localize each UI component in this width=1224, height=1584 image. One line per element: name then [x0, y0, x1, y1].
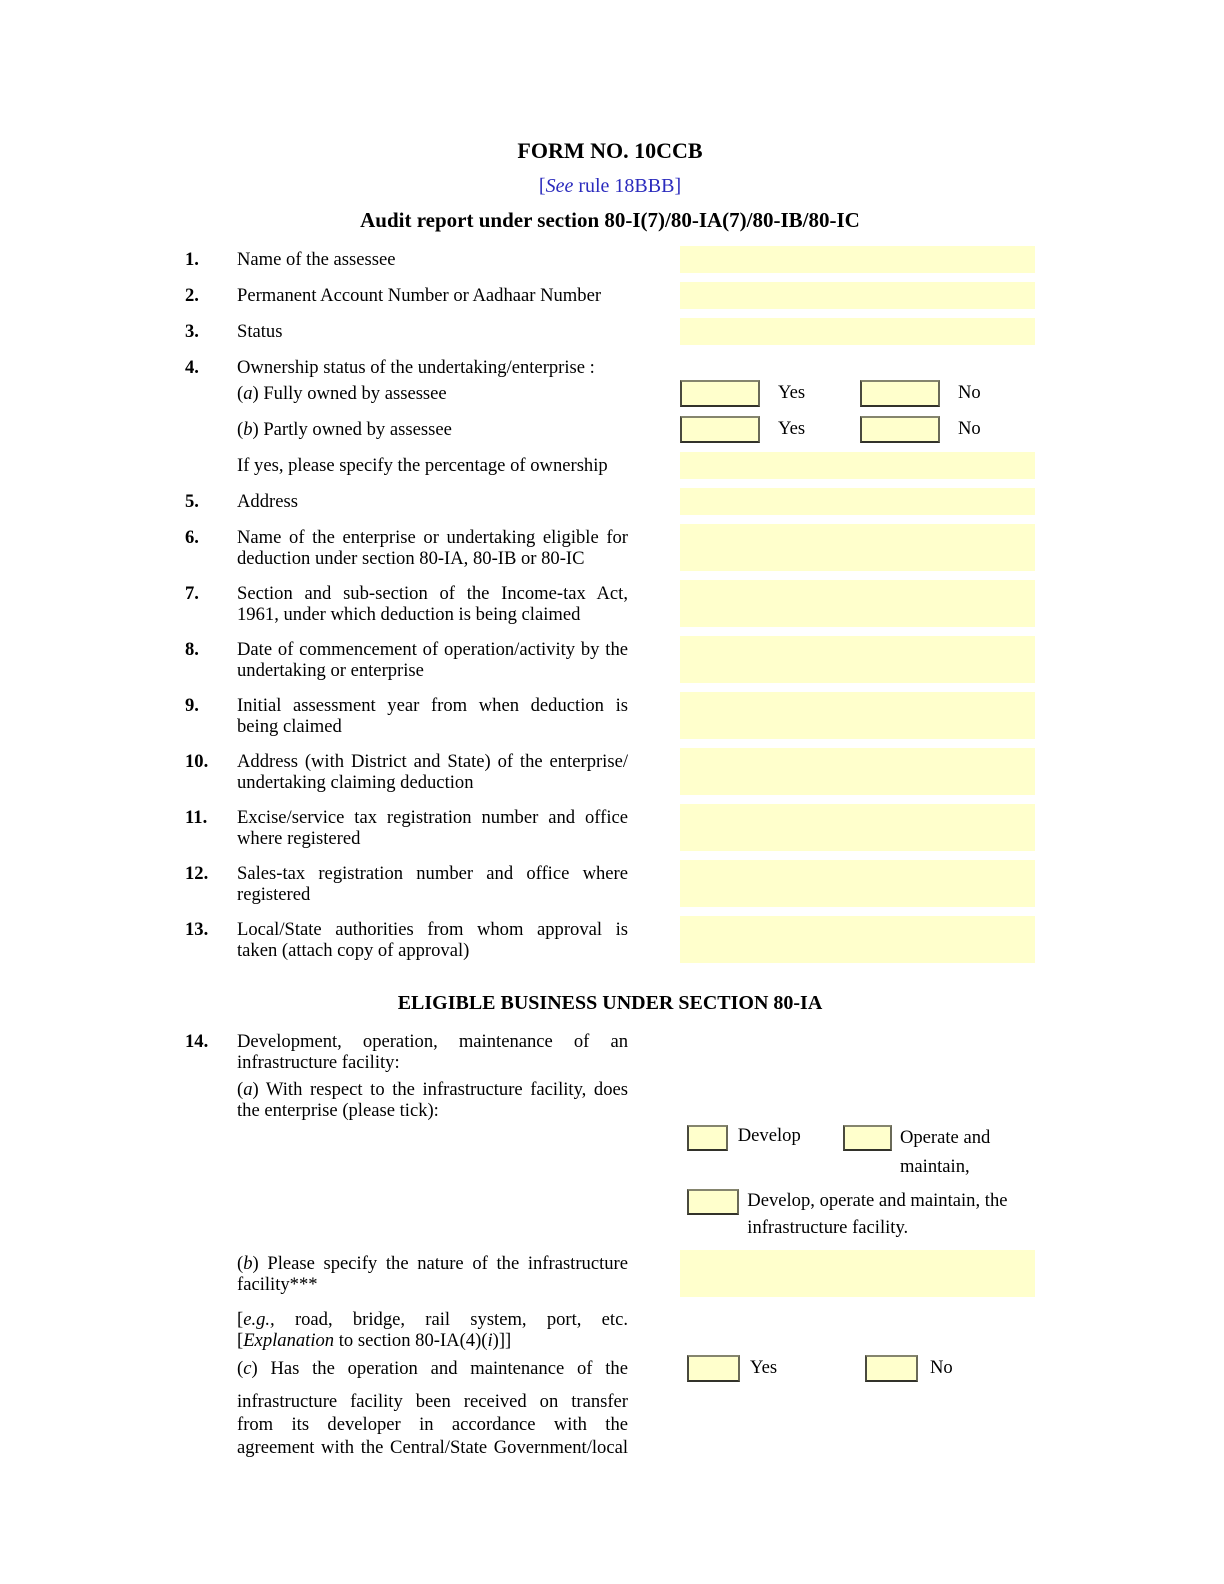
paren-open: (: [237, 1357, 244, 1379]
item-1-label: Name of the assessee: [237, 249, 396, 270]
item-4a-label: [237, 383, 628, 405]
item-row-5: [185, 491, 1035, 515]
checkbox-develop[interactable]: [687, 1125, 728, 1151]
item-4b-letter: b: [243, 418, 253, 440]
item-7-label: Section and sub-section of the Income-tax Act, 1961, under which deduction is being claimed: [237, 582, 628, 625]
item-14c-line-3: agreement with the Central/State Government/local: [237, 1437, 628, 1458]
item-12-label: Sales-tax registration number and office where registered: [237, 862, 628, 905]
item-row-14c: [185, 1358, 1035, 1460]
item-13-number: 13.: [185, 918, 209, 940]
checkbox-operate-and-maintain[interactable]: [843, 1125, 892, 1151]
transfer-yes-label: Yes: [750, 1356, 778, 1378]
item-3-label: Status: [237, 321, 283, 342]
item-4a-letter: a: [243, 382, 253, 404]
input-status[interactable]: [680, 318, 1035, 345]
rule-text: rule 18BBB]: [573, 175, 682, 197]
develop-operate-maintain-option-label: Develop, operate and maintain, the infrastructure facility.: [747, 1189, 1008, 1238]
note-eg: e.g.,: [243, 1308, 275, 1330]
item-3-number: 3.: [185, 321, 199, 342]
input-section-subsection[interactable]: [680, 580, 1035, 627]
checkbox-transfer-received-yes[interactable]: [687, 1355, 740, 1382]
operate-maintain-option-label: Operate and maintain,: [899, 1126, 991, 1177]
item-4b-label: [237, 419, 628, 441]
item-7-number: 7.: [185, 582, 199, 604]
item-14c-letter: c: [243, 1357, 252, 1379]
item-row-14a-ticks: [185, 1126, 1035, 1241]
item-row-10: [185, 751, 1035, 795]
item-row-12: [185, 863, 1035, 907]
input-address[interactable]: [680, 488, 1035, 515]
input-commencement-date[interactable]: [680, 636, 1035, 683]
item-11-number: 11.: [185, 806, 208, 828]
item-row-14b: [185, 1253, 1035, 1297]
input-initial-assessment-year[interactable]: [680, 692, 1035, 739]
tick-options-group: [680, 1123, 1035, 1241]
fully-owned-yes-no-group: [680, 380, 1035, 407]
input-ownership-percentage[interactable]: [680, 452, 1035, 479]
item-11-label: Excise/service tax registration number and office where registered: [237, 806, 628, 849]
item-1-number: 1.: [185, 249, 199, 270]
item-14b-label: [237, 1253, 628, 1296]
paren-open: (: [237, 382, 244, 404]
item-8-number: 8.: [185, 638, 199, 660]
item-14-number: 14.: [185, 1030, 209, 1052]
item-row-14a: [185, 1079, 1035, 1122]
item-14c-text: ) Has the operation and maintenance of the: [251, 1357, 628, 1379]
partly-owned-yes-label: Yes: [778, 417, 806, 439]
fully-owned-no-label: No: [958, 381, 981, 403]
item-row-11: [185, 807, 1035, 851]
item-14c-question-line: [237, 1358, 628, 1380]
note-explanation: Explanation: [243, 1330, 335, 1351]
item-row-14b-note: [185, 1309, 1035, 1352]
item-row-9: [185, 695, 1035, 739]
item-row-6: [185, 527, 1035, 571]
item-row-8: [185, 639, 1035, 683]
item-14c-line-1: infrastructure facility been received on transfer: [237, 1391, 628, 1412]
item-14a-letter: a: [243, 1078, 253, 1100]
item-5-label: Address: [237, 490, 298, 512]
input-excise-service-tax-registration[interactable]: [680, 804, 1035, 851]
tick-row-1: [680, 1123, 1035, 1181]
checkbox-fully-owned-yes[interactable]: [680, 380, 760, 407]
item-2-number: 2.: [185, 285, 199, 306]
develop-option-label: Develop: [737, 1124, 801, 1146]
form-title: FORM NO. 10CCB: [517, 138, 703, 163]
note-text: road, bridge, rail system, port, etc. [: [237, 1308, 628, 1351]
item-12-number: 12.: [185, 862, 209, 884]
item-row-4-if-yes: [185, 455, 1035, 479]
form-subtitle: Audit report under section 80-I(7)/80-IA(7)/80-IB/80-IC: [360, 208, 860, 232]
input-sales-tax-registration[interactable]: [680, 860, 1035, 907]
rule-open-bracket: [: [538, 175, 546, 197]
item-14c-label: [237, 1358, 628, 1460]
item-14a-label: [237, 1079, 628, 1122]
item-row-13: [185, 919, 1035, 963]
input-enterprise-name[interactable]: [680, 524, 1035, 571]
checkbox-transfer-received-no[interactable]: [865, 1355, 918, 1382]
item-14b-text: ) Please specify the nature of the infrastructure facility***: [237, 1252, 628, 1295]
item-14a-text: ) With respect to the infrastructure facility, does the enterprise (please tick):: [237, 1078, 628, 1121]
paren-open: (: [237, 1252, 244, 1274]
tick-row-2: [680, 1187, 1035, 1241]
input-local-state-authorities[interactable]: [680, 916, 1035, 963]
item-8-label: Date of commencement of operation/activity by the undertaking or enterprise: [237, 638, 628, 681]
item-6-number: 6.: [185, 526, 199, 548]
item-4-label: Ownership status of the undertaking/enterprise :: [237, 357, 595, 378]
item-10-label: Address (with District and State) of the enterprise/ undertaking claiming deduction: [237, 750, 628, 793]
note-text: )]]: [492, 1330, 512, 1351]
item-row-4b: [185, 419, 1035, 443]
checkbox-develop-operate-and-maintain[interactable]: [687, 1189, 739, 1215]
item-14b-letter: b: [243, 1252, 253, 1274]
item-2-label: Permanent Account Number or Aadhaar Number: [237, 285, 602, 306]
item-4-number: 4.: [185, 357, 199, 378]
note-i: i: [487, 1330, 493, 1351]
partly-owned-yes-no-group: [680, 416, 1035, 443]
rule-reference: [185, 174, 1035, 198]
item-13-label: Local/State authorities from whom approval is taken (attach copy of approval): [237, 918, 628, 961]
paren-open: (: [237, 1078, 244, 1100]
item-6-label: Name of the enterprise or undertaking eligible for deduction under section 80-IA, 80-IB or 80-IC: [237, 526, 628, 569]
note-text: to section 80-IA(4)(: [334, 1330, 488, 1351]
item-4a-text: ) Fully owned by assessee: [252, 382, 447, 404]
item-10-number: 10.: [185, 750, 209, 772]
item-row-7: [185, 583, 1035, 627]
note-text: [: [237, 1308, 244, 1330]
item-4b-text: ) Partly owned by assessee: [252, 418, 452, 440]
checkbox-partly-owned-no[interactable]: [860, 416, 940, 443]
item-4-if-yes-label: If yes, please specify the percentage of ownership: [237, 454, 608, 476]
item-row-1: [185, 249, 1035, 273]
input-infrastructure-facility-nature[interactable]: [680, 1250, 1035, 1297]
input-pan-aadhaar[interactable]: [680, 282, 1035, 309]
transfer-no-label: No: [930, 1356, 953, 1378]
item-row-4a: [185, 383, 1035, 407]
item-14b-example-note: [237, 1309, 628, 1352]
paren-open: (: [237, 418, 244, 440]
item-14-label: Development, operation, maintenance of an infrastructure facility:: [237, 1030, 628, 1073]
item-row-3: [185, 321, 1035, 345]
item-9-label: Initial assessment year from when deduction is being claimed: [237, 694, 628, 737]
item-row-2: [185, 285, 1035, 309]
item-row-4: [185, 357, 1035, 379]
item-14c-continuation: [237, 1390, 628, 1459]
item-row-14: [185, 1031, 1035, 1074]
checkbox-partly-owned-yes[interactable]: [680, 416, 760, 443]
checkbox-fully-owned-no[interactable]: [860, 380, 940, 407]
item-14c-line-2: from its developer in accordance with the: [237, 1414, 628, 1435]
partly-owned-no-label: No: [958, 417, 981, 439]
transfer-yes-no-group: [680, 1355, 1035, 1382]
fully-owned-yes-label: Yes: [778, 381, 806, 403]
item-9-number: 9.: [185, 694, 199, 716]
rule-see-word: See: [545, 175, 574, 197]
item-5-number: 5.: [185, 490, 199, 512]
form-items: [185, 249, 1035, 963]
section-heading-eligible-business: ELIGIBLE BUSINESS UNDER SECTION 80-IA: [397, 991, 823, 1014]
input-enterprise-address[interactable]: [680, 748, 1035, 795]
input-name-of-assessee[interactable]: [680, 246, 1035, 273]
section-80ia-items: [185, 1031, 1035, 1460]
